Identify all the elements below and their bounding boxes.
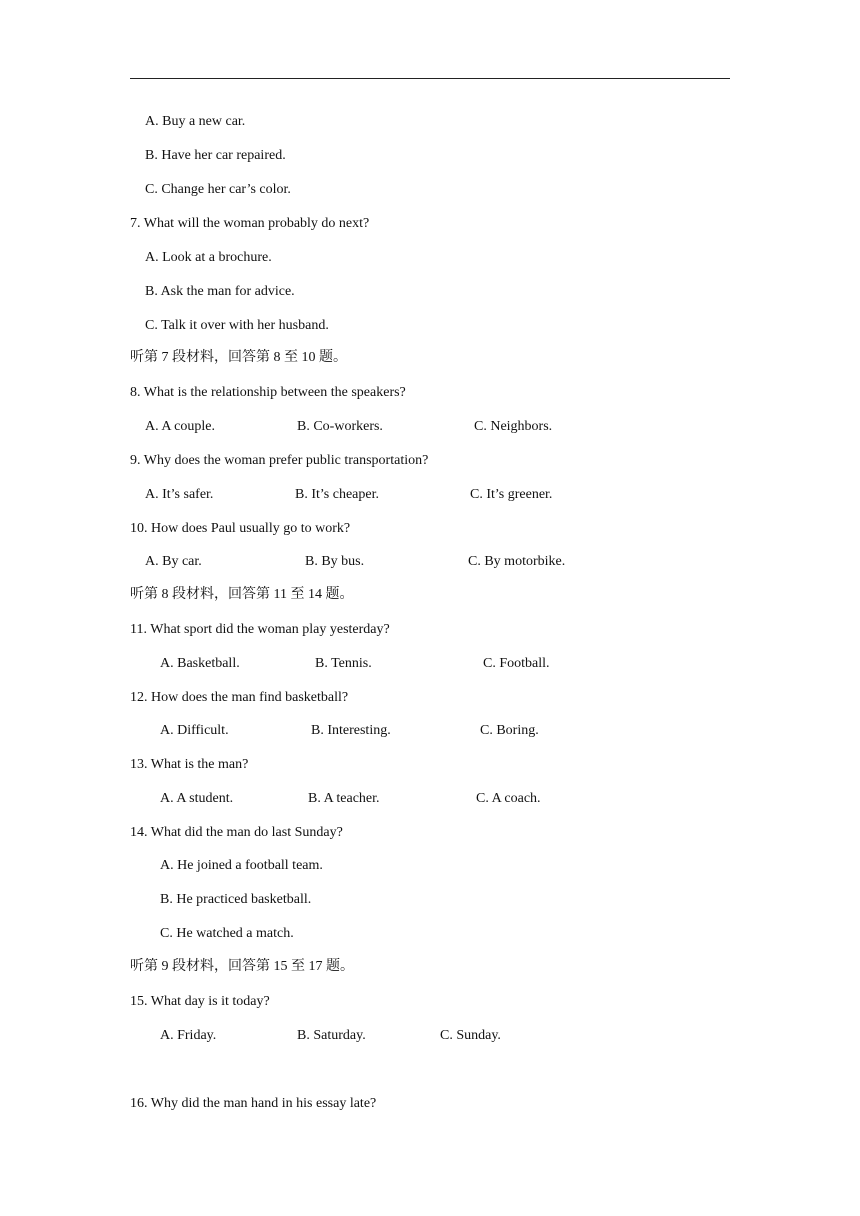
q10-option-a: A. By car. — [145, 554, 202, 569]
section-8-heading: 听第 8 段材料，回答第 11 至 14 题。 — [130, 587, 354, 602]
q15-option-c: C. Sunday. — [440, 1028, 501, 1043]
q7-option-a: A. Look at a brochure. — [145, 250, 272, 265]
q16-question: 16. Why did the man hand in his essay late? — [130, 1096, 377, 1111]
q14-option-c: C. He watched a match. — [160, 926, 294, 941]
q8-option-c: C. Neighbors. — [474, 419, 553, 434]
q12-option-c: C. Boring. — [480, 723, 539, 738]
q8-option-a: A. A couple. — [145, 419, 215, 434]
section-7-heading: 听第 7 段材料，回答第 8 至 10 题。 — [130, 350, 347, 365]
q9-option-a: A. It’s safer. — [145, 487, 214, 502]
q15-option-a: A. Friday. — [160, 1028, 217, 1043]
q11-option-c: C. Football. — [483, 656, 550, 671]
header-rule — [130, 78, 730, 79]
q11-question: 11. What sport did the woman play yesterday? — [130, 622, 390, 637]
q14-question: 14. What did the man do last Sunday? — [130, 825, 343, 840]
q7-option-c: C. Talk it over with her husband. — [145, 318, 329, 333]
q12-option-b: B. Interesting. — [311, 723, 391, 738]
q10-option-b: B. By bus. — [305, 554, 365, 569]
q9-option-b: B. It’s cheaper. — [295, 487, 379, 502]
q15-option-b: B. Saturday. — [297, 1028, 366, 1043]
q13-question: 13. What is the man? — [130, 757, 249, 772]
q11-option-a: A. Basketball. — [160, 656, 240, 671]
q14-option-b: B. He practiced basketball. — [160, 892, 312, 907]
section-9-heading: 听第 9 段材料，回答第 15 至 17 题。 — [130, 959, 354, 974]
q13-option-b: B. A teacher. — [308, 791, 380, 806]
q9-question: 9. Why does the woman prefer public transportation? — [130, 453, 429, 468]
q7-option-b: B. Ask the man for advice. — [145, 284, 295, 299]
q15-question: 15. What day is it today? — [130, 994, 270, 1009]
q7-question: 7. What will the woman probably do next? — [130, 216, 370, 231]
q14-option-a: A. He joined a football team. — [160, 858, 323, 873]
q6-option-c: C. Change her car’s color. — [145, 182, 291, 197]
q12-option-a: A. Difficult. — [160, 723, 229, 738]
q6-option-a: A. Buy a new car. — [145, 114, 246, 129]
q10-option-c: C. By motorbike. — [468, 554, 566, 569]
q8-option-b: B. Co-workers. — [297, 419, 383, 434]
q13-option-a: A. A student. — [160, 791, 234, 806]
q12-question: 12. How does the man find basketball? — [130, 690, 349, 705]
q6-option-b: B. Have her car repaired. — [145, 148, 286, 163]
q8-question: 8. What is the relationship between the speakers? — [130, 385, 406, 400]
q10-question: 10. How does Paul usually go to work? — [130, 521, 351, 536]
q13-option-c: C. A coach. — [476, 791, 541, 806]
q11-option-b: B. Tennis. — [315, 656, 372, 671]
q9-option-c: C. It’s greener. — [470, 487, 553, 502]
